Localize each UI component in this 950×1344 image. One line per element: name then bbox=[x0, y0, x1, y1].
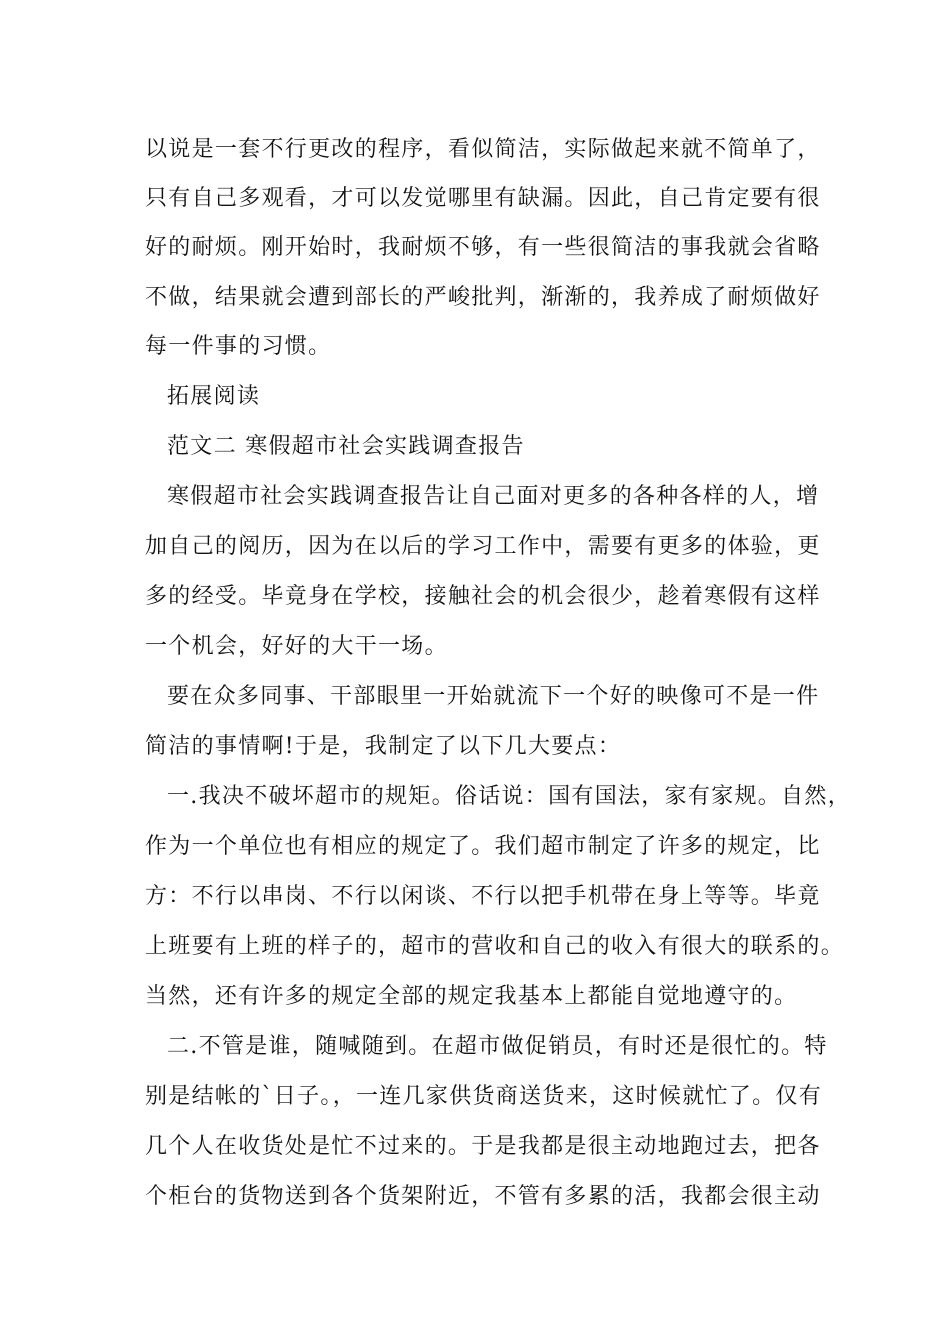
paragraph-line: 作为一个单位也有相应的规定了。我们超市制定了许多的规定，比 bbox=[145, 834, 821, 859]
paragraph-line: 一.我决不破坏超市的规矩。俗话说：国有国法，家有家规。自然， bbox=[167, 784, 851, 809]
paragraph-line: 几个人在收货处是忙不过来的。于是我都是很主动地跑过去，把各 bbox=[145, 1134, 821, 1159]
article-title: 范文二 寒假超市社会实践调查报告 bbox=[167, 434, 525, 459]
paragraph-line: 一个机会，好好的大干一场。 bbox=[145, 634, 448, 659]
paragraph-line: 寒假超市社会实践调查报告让自己面对更多的各种各样的人，增 bbox=[167, 484, 820, 509]
paragraph-line: 多的经受。毕竟身在学校，接触社会的机会很少，趁着寒假有这样 bbox=[145, 584, 821, 609]
paragraph-line: 上班要有上班的样子的，超市的营收和自己的收入有很大的联系的。 bbox=[145, 934, 845, 959]
paragraph-line: 二.不管是谁，随喊随到。在超市做促销员，有时还是很忙的。特 bbox=[167, 1034, 828, 1059]
paragraph-line: 加自己的阅历，因为在以后的学习工作中，需要有更多的体验，更 bbox=[145, 534, 821, 559]
paragraph-line: 每一件事的习惯。 bbox=[145, 334, 332, 359]
paragraph-line: 不做，结果就会遭到部长的严峻批判，渐渐的，我养成了耐烦做好 bbox=[145, 285, 821, 310]
paragraph-line: 方：不行以串岗、不行以闲谈、不行以把手机带在身上等等。毕竟 bbox=[145, 884, 821, 909]
section-heading: 拓展阅读 bbox=[167, 384, 261, 409]
paragraph-line: 好的耐烦。刚开始时，我耐烦不够，有一些很简洁的事我就会省略 bbox=[145, 235, 821, 260]
paragraph-line: 个柜台的货物送到各个货架附近，不管有多累的活，我都会很主动 bbox=[145, 1184, 821, 1209]
paragraph-line: 要在众多同事、干部眼里一开始就流下一个好的映像可不是一件 bbox=[167, 684, 820, 709]
paragraph-line: 别是结帐的`日子。，一连几家供货商送货来，这时候就忙了。仅有 bbox=[145, 1084, 823, 1109]
paragraph-line: 以说是一套不行更改的程序，看似简洁，实际做起来就不简单了， bbox=[145, 137, 821, 162]
paragraph-line: 只有自己多观看，才可以发觉哪里有缺漏。因此，自己肯定要有很 bbox=[145, 186, 821, 211]
paragraph-line: 简洁的事情啊!于是，我制定了以下几大要点： bbox=[145, 734, 622, 759]
paragraph-line: 当然，还有许多的规定全部的规定我基本上都能自觉地遵守的。 bbox=[145, 984, 798, 1009]
